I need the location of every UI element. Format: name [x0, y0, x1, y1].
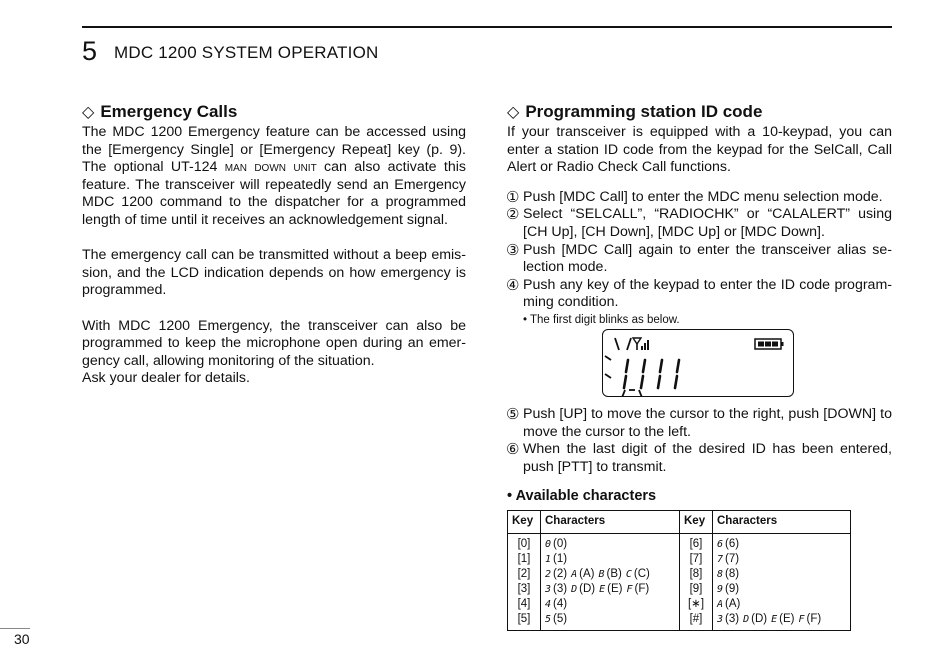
character-label: (A) — [579, 567, 595, 580]
key-cell: [9] — [680, 582, 713, 597]
character-label: (9) — [725, 582, 740, 595]
lcd-character — [626, 569, 650, 580]
characters-cell — [713, 582, 851, 597]
lcd-digit-2 — [643, 360, 645, 372]
segment-glyph: 9 — [717, 583, 724, 595]
lcd-character — [545, 614, 567, 625]
segment-glyph: F — [798, 613, 805, 625]
segment-glyph: E — [771, 613, 778, 625]
character-label: (B) — [606, 567, 622, 580]
key-cell: [8] — [680, 567, 713, 582]
lcd-character — [545, 539, 567, 550]
character-label: (5) — [553, 612, 568, 625]
character-label: (F) — [634, 582, 650, 595]
character-label: (C) — [633, 567, 650, 580]
character-label: (D) — [751, 612, 768, 625]
step-item: ⑥ When the last digit of the desired ID has been entered, push [PTT] to transmit. — [506, 441, 892, 475]
characters-table — [507, 510, 851, 631]
key-cell: [6] — [680, 533, 713, 552]
key-cell: [#] — [680, 612, 713, 631]
lcd-digit-4 — [675, 376, 677, 388]
segment-glyph: 4 — [545, 598, 552, 610]
characters-cell — [713, 567, 851, 582]
table-row — [508, 552, 851, 567]
lcd-character — [743, 614, 767, 625]
steps-list — [507, 189, 892, 312]
lcd-character — [771, 614, 794, 625]
lcd-digits — [624, 360, 679, 388]
lcd-character — [571, 584, 595, 595]
chapter-number: 5 — [82, 36, 98, 66]
lcd-character — [798, 614, 821, 625]
characters-cell — [713, 533, 851, 552]
segment-glyph: 6 — [717, 538, 724, 550]
character-label: (A) — [725, 597, 741, 610]
paragraph-1: The MDC 1200 Emergency feature can be accessed using the [Emergency Single] or [Emergency Repeat] key (p. 9). The optional UT-124 man down unit can also activate this feature. The transceiver will repeatedly send an Emergency MDC 1200 command to the dispatcher for a programmed length of time until it receives an acknowledgement signal. — [82, 124, 466, 228]
character-label: (3) — [725, 612, 740, 625]
battery-icon — [755, 339, 784, 349]
paragraph-4: Ask your dealer for details. — [82, 370, 250, 387]
key-cell: [∗] — [680, 597, 713, 612]
table-row — [508, 533, 851, 552]
characters-cell — [713, 612, 851, 631]
step-item: ② Select “SELCALL”, “RADIOCHK” or “CALALERT” using [CH Up], [CH Down], [MDC Up] or [MDC Down]. — [506, 206, 892, 240]
segment-glyph: C — [625, 568, 632, 580]
lcd-digit-1 — [626, 360, 628, 372]
signal-strength-icon — [627, 338, 649, 350]
key-cell: [7] — [680, 552, 713, 567]
character-label: (8) — [725, 567, 740, 580]
character-label: (0) — [553, 537, 568, 550]
table-row — [508, 597, 851, 612]
character-label: (E) — [607, 582, 623, 595]
characters-cell — [541, 567, 680, 582]
programming-id-heading: ◇ Programming station ID code — [507, 102, 763, 121]
segment-glyph: A — [717, 598, 724, 610]
segment-glyph: 3 — [545, 583, 552, 595]
segment-glyph: A — [571, 568, 578, 580]
characters-cell — [541, 597, 680, 612]
header-rule — [82, 26, 892, 28]
segment-glyph: 2 — [545, 568, 552, 580]
step-item: ① Push [MDC Call] to enter the MDC menu selection mode. — [506, 188, 883, 206]
step-item: ④ Push any key of the keypad to enter the ID code program-ming condition. — [506, 276, 892, 311]
column-header: Key — [680, 510, 713, 533]
table-row — [508, 582, 851, 597]
steps-list-2 — [507, 406, 892, 476]
lcd-character — [717, 569, 739, 580]
lcd-character — [545, 599, 567, 610]
lcd-character — [571, 569, 594, 580]
paragraph-3: With MDC 1200 Emergency, the transceiver can also be programmed to keep the microphone open during an emer-gency call, allowing monitoring of the situation. — [82, 317, 466, 369]
segment-glyph: B — [598, 568, 605, 580]
lcd-character — [717, 599, 740, 610]
segment-glyph: D — [571, 583, 578, 595]
paragraph-2: The emergency call can be transmitted without a beep emis-sion, and the LCD indication depends on how emergency is programmed. — [82, 247, 466, 299]
programming-id-section — [507, 102, 892, 631]
key-cell: [1] — [508, 552, 541, 567]
segment-glyph: E — [599, 583, 606, 595]
lcd-character — [717, 614, 739, 625]
character-label: (1) — [553, 552, 568, 565]
page-number: 30 — [14, 631, 30, 647]
step-item: ⑤ Push [UP] to move the cursor to the right, push [DOWN] to move the cursor to the left. — [506, 405, 892, 440]
emergency-calls-section — [82, 102, 466, 388]
lcd-character — [545, 584, 567, 595]
character-label: (7) — [725, 552, 740, 565]
table-body — [508, 533, 851, 630]
segment-glyph: 7 — [717, 553, 724, 565]
antenna-tick-icon — [615, 338, 619, 350]
segment-glyph: 1 — [545, 553, 552, 565]
table-row — [508, 612, 851, 631]
lcd-display — [602, 329, 794, 397]
lcd-character — [598, 569, 621, 580]
segment-glyph: 3 — [717, 613, 724, 625]
table-header-row — [508, 510, 851, 533]
segment-glyph: 5 — [545, 613, 552, 625]
lcd-character — [545, 569, 567, 580]
lcd-digit-3 — [660, 360, 662, 372]
lcd-character — [545, 554, 567, 565]
intro-paragraph: If your transceiver is equipped with a 10-keypad, you can enter a station ID code from the keypad for the SelCall, Call Alert or Radio Check Call functions. — [507, 124, 892, 176]
lcd-character — [717, 584, 739, 595]
characters-cell — [713, 552, 851, 567]
lcd-digit-3 — [658, 376, 660, 388]
lcd-graphic — [603, 330, 793, 396]
character-label: (4) — [553, 597, 568, 610]
key-cell: [3] — [508, 582, 541, 597]
character-label: (2) — [553, 567, 568, 580]
diamond-outline-icon: ◇ — [82, 104, 95, 121]
character-label: (3) — [553, 582, 568, 595]
step-item: ③ Push [MDC Call] again to enter the transceiver alias se-lection mode. — [506, 241, 892, 276]
lcd-digit-1 — [624, 376, 626, 388]
character-label: (D) — [579, 582, 596, 595]
key-cell: [4] — [508, 597, 541, 612]
segment-glyph: 0 — [545, 538, 552, 550]
characters-cell — [541, 533, 680, 552]
character-label: (E) — [779, 612, 795, 625]
lcd-character — [717, 539, 739, 550]
column-header: Characters — [713, 510, 851, 533]
lcd-character — [717, 554, 739, 565]
segment-glyph: F — [626, 583, 633, 595]
blink-indicator-icon — [605, 356, 643, 396]
blink-note: • The first digit blinks as below. — [523, 313, 680, 326]
characters-cell — [541, 582, 680, 597]
key-cell: [5] — [508, 612, 541, 631]
characters-cell — [541, 552, 680, 567]
emergency-calls-heading: ◇ Emergency Calls — [82, 102, 238, 121]
lcd-character — [626, 584, 649, 595]
lcd-digit-2 — [641, 376, 643, 388]
segment-glyph: 8 — [717, 568, 724, 580]
character-label: (6) — [725, 537, 740, 550]
footer-rule — [0, 628, 30, 629]
column-header: Key — [508, 510, 541, 533]
key-cell: [0] — [508, 533, 541, 552]
diamond-outline-icon: ◇ — [507, 104, 520, 121]
character-label: (F) — [806, 612, 822, 625]
key-cell: [2] — [508, 567, 541, 582]
column-header: Characters — [541, 510, 680, 533]
available-characters-title: • Available characters — [507, 488, 657, 505]
table-row — [508, 567, 851, 582]
characters-cell — [713, 597, 851, 612]
lcd-digit-4 — [677, 360, 679, 372]
lcd-character — [599, 584, 622, 595]
chapter-title: MDC 1200 SYSTEM OPERATION — [114, 43, 379, 62]
characters-cell — [541, 612, 680, 631]
segment-glyph: D — [743, 613, 750, 625]
